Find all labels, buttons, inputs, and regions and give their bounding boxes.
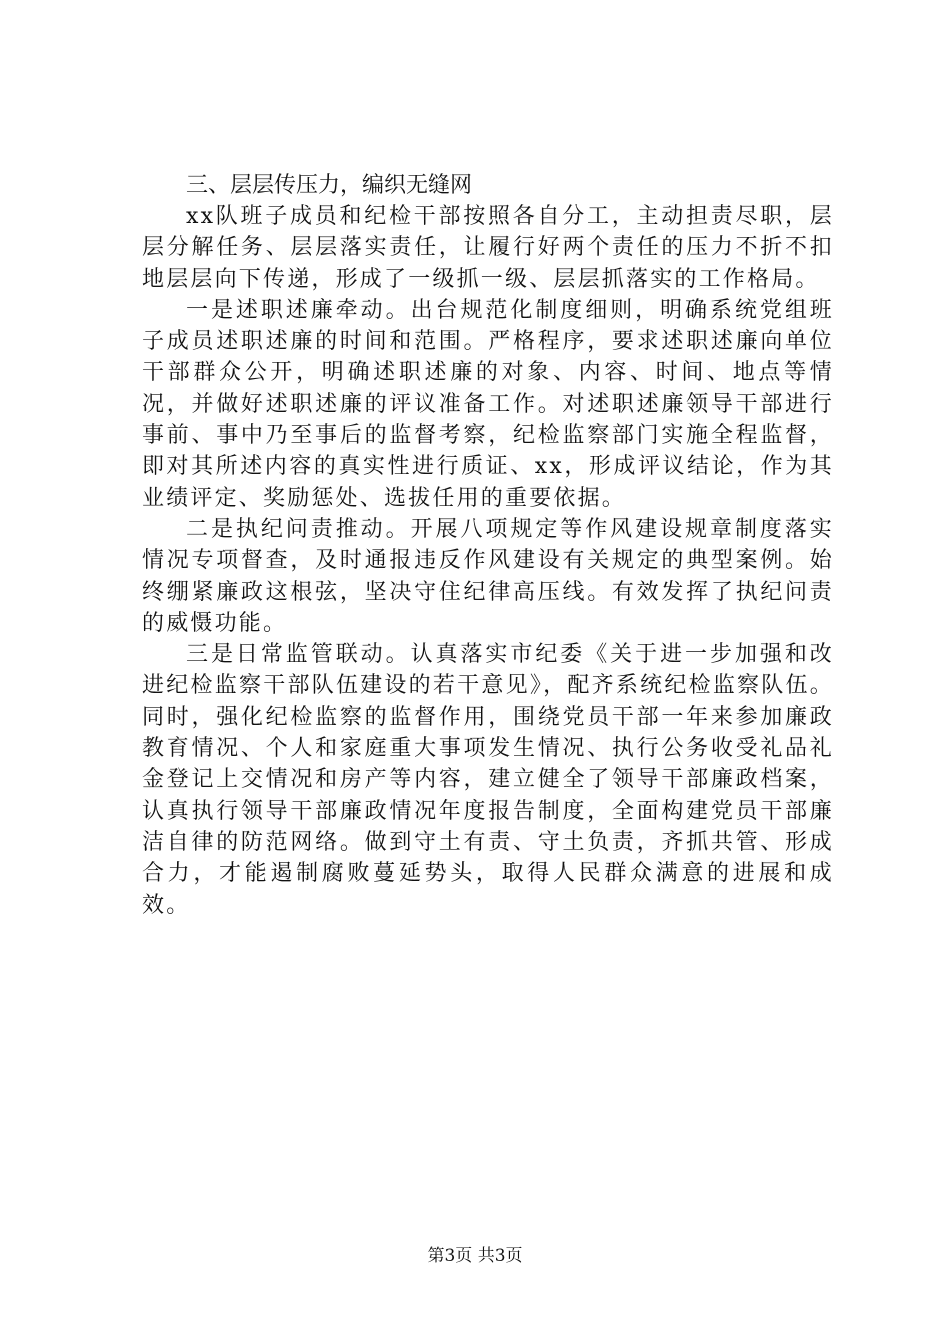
page-footer <box>0 1245 950 1267</box>
page-number-label: 第3页 共3页 <box>427 1246 523 1266</box>
paragraph-point-three: 三是日常监管联动。认真落实市纪委《关于进一步加强和改进纪检监察干部队伍建设的若干意见》，配齐系统纪检监察队伍。同时，强化纪检监察的监督作用，围绕党员干部一年来参加廉政教育情况、个人和家庭重大事项发生情况、执行公务收受礼品礼金登记上交情况和房产等内容，建立健全了领导干部廉政档案，认真执行领导干部廉政情况年度报告制度，全面构建党员干部廉洁自律的防范网络。做到守土有责、守土负责，齐抓共管、形成合力，才能遏制腐败蔓延势头，取得人民群众满意的进展和成效。 <box>142 642 834 918</box>
paragraph-point-two: 二是执纪问责推动。开展八项规定等作风建设规章制度落实情况专项督查，及时通报违反作风建设有关规定的典型案例。始终绷紧廉政这根弦，坚决守住纪律高压线。有效发挥了执纪问责的威慑功能。 <box>142 516 834 636</box>
section-heading: 三、层层传压力，编织无缝网 <box>186 173 473 198</box>
document-body <box>142 170 834 921</box>
paragraph-intro: xx队班子成员和纪检干部按照各自分工，主动担责尽职，层层分解任务、层层落实责任，让履行好两个责任的压力不折不扣地层层向下传递，形成了一级抓一级、层层抓落实的工作格局。 <box>142 204 834 292</box>
paragraph-point-one: 一是述职述廉牵动。出台规范化制度细则，明确系统党组班子成员述职述廉的时间和范围。严格程序，要求述职述廉向单位干部群众公开，明确述职述廉的对象、内容、时间、地点等情况，并做好述职述廉的评议准备工作。对述职述廉领导干部进行事前、事中乃至事后的监督考察，纪检监察部门实施全程监督，即对其所述内容的真实性进行质证、xx，形成评议结论，作为其业绩评定、奖励惩处、选拔任用的重要依据。 <box>142 297 834 511</box>
